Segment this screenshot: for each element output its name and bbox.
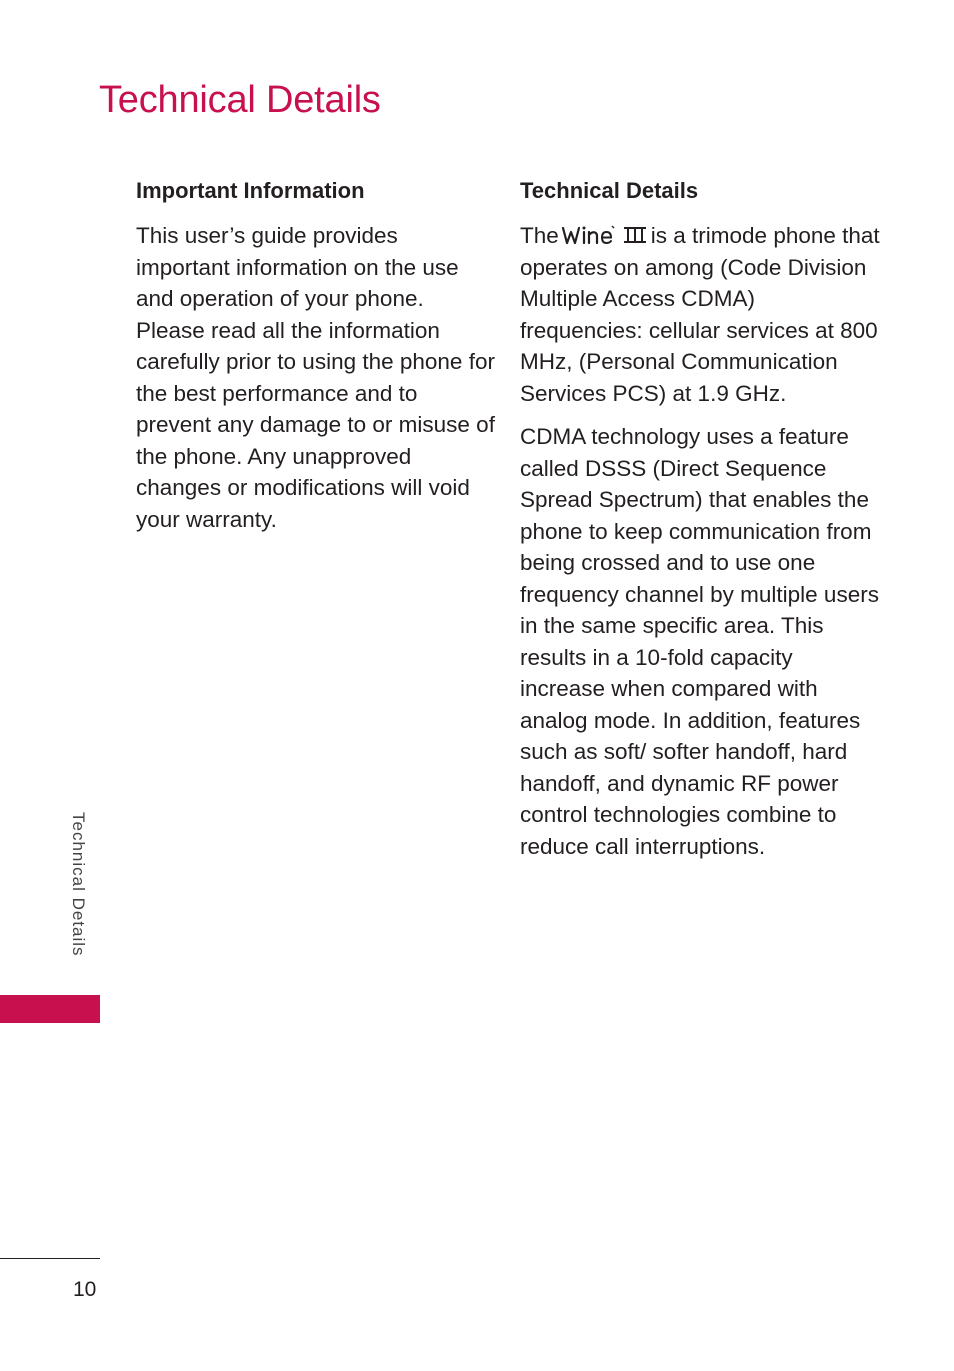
side-tab-bar (0, 995, 100, 1023)
para1-suffix: is a trimode phone that operates on among (Code Division Multiple Access CDMA) frequencies: cellular services at 800 MHz, (Personal Communication Services PCS) at 1.9 GHz. (520, 223, 880, 406)
page-number: 10 (73, 1278, 97, 1301)
para1-prefix: The (520, 223, 559, 248)
important-information-heading: Important Information (136, 178, 365, 203)
important-information-paragraph: This user’s guide provides important information on the use and operation of your phone. Please read all the information carefully prior to using the phone for the best performance and to prevent any damage to or misuse of the phone. Any unapproved changes or modifications will void your warranty. (136, 223, 495, 532)
side-tab-label: Technical Details (69, 812, 88, 957)
technical-details-paragraph-2: CDMA technology uses a feature called DSSS (Direct Sequence Spread Spectrum) that enables the phone to keep communication from being crossed and to use one frequency channel by multiple users in the same specific area. This results in a 10-fold capacity increase when compared with analog mode. In addition, features such as soft/ softer handoff, hard handoff, and dynamic RF power control technologies combine to reduce call interruptions. (520, 424, 879, 859)
wine-logo-icon (561, 224, 649, 246)
left-column (136, 174, 496, 547)
page-title: Technical Details (99, 79, 381, 121)
right-column (520, 174, 880, 874)
footer-rule (0, 1258, 100, 1259)
technical-details-paragraph-1 (520, 220, 880, 409)
technical-details-heading: Technical Details (520, 178, 699, 203)
